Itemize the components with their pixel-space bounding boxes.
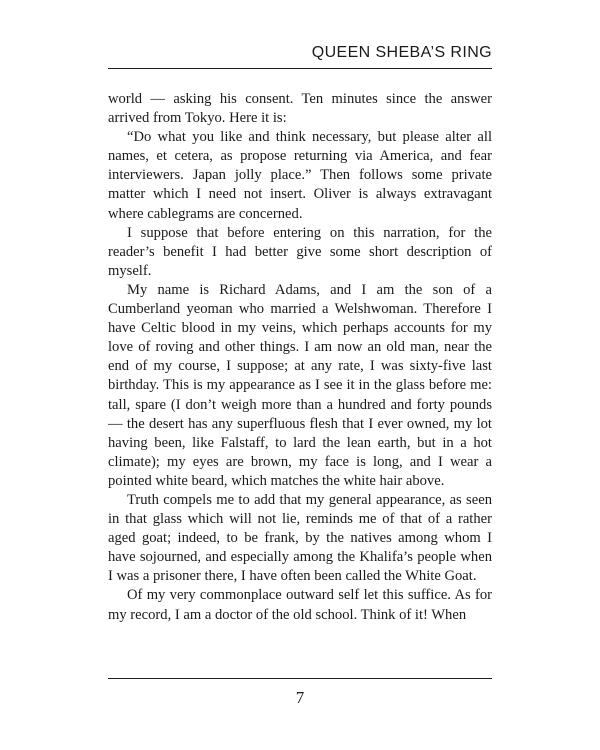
- header-rule: [108, 68, 492, 69]
- running-title: QUEEN SHEBA’S RING: [311, 44, 492, 61]
- paragraph: world — asking his consent. Ten minutes since the answer arrived from Tokyo. Here it is:: [108, 91, 492, 127]
- body-text: [108, 90, 492, 625]
- page-number: 7: [295, 688, 305, 707]
- footer-rule: [108, 678, 492, 679]
- paragraph: “Do what you like and think necessary, but please alter all names, et cetera, as propose returning via America, and fear interviewers. Japan jolly place.” Then follows some private matter which I need not insert. Oliver is always extravagant where cablegrams are concerned.: [108, 129, 492, 222]
- paragraph: I suppose that before entering on this narration, for the reader’s benefit I had better give some short description of myself.: [108, 224, 492, 279]
- paragraph: My name is Richard Adams, and I am the son of a Cumberland yeoman who married a Welshwoman. Therefore I have Celtic blood in my veins, which perhaps accounts for my love of roving and other things. I am now an old man, near the end of my course, I suppose; at any rate, I was sixty-five last birthday. This is my appearance as I see it in the glass before me: tall, spare (I don’t weigh more than a hundred and forty pounds — the desert has any superfluous flesh that I ever owned, my lot having been, like Falstaff, to lard the lean earth, but in a hot climate); my eyes are brown, my face is long, and I wear a pointed white beard, which matches the white hair above.: [108, 281, 492, 489]
- paragraph: Truth compels me to add that my general appearance, as seen in that glass which will not lie, reminds me of that of a rather aged goat; indeed, to be frank, by the natives among whom I have sojourned, and especially among the Khalifa’s people when I was a prisoner there, I have often been called the White Goat.: [108, 491, 492, 585]
- paragraph: Of my very commonplace outward self let this suffice. As for my record, I am a doctor of the old school. Think of it! When: [108, 587, 492, 623]
